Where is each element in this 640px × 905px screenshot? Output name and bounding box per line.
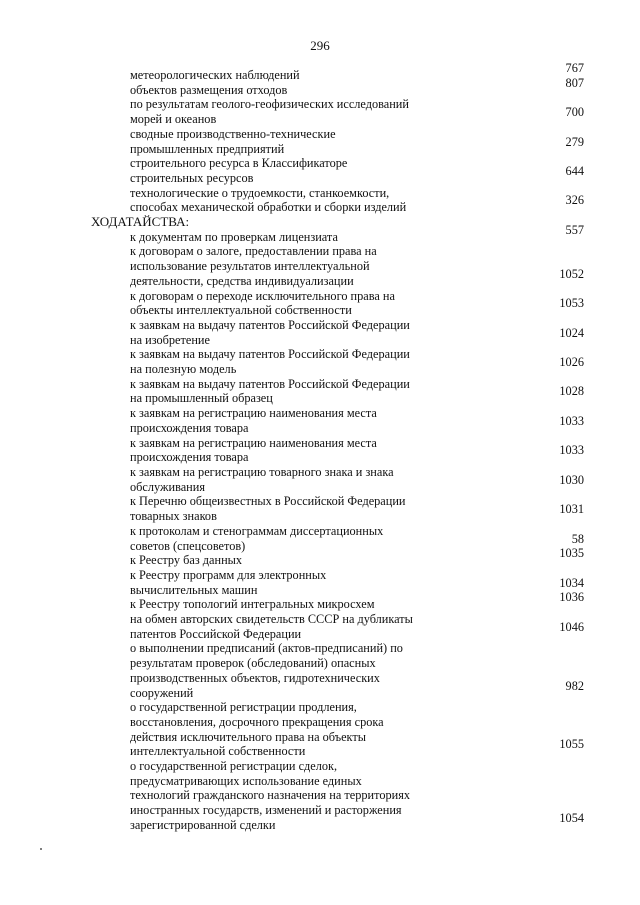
entry-page-number: 1036 <box>559 590 584 605</box>
entry-line: к договорам о залоге, предоставлении права на <box>130 244 377 259</box>
entry-line: к Реестру топологий интегральных микросхем <box>130 597 375 612</box>
entry-line: к договорам о переходе исключительного права на <box>130 288 395 303</box>
entry-line: объекты интеллектуальной собственности <box>130 303 352 318</box>
entry-text <box>130 127 440 156</box>
entry-page-number: 1033 <box>559 443 584 458</box>
entry-text <box>91 215 451 230</box>
entry-line: на изобретение <box>130 332 210 347</box>
entry-line: деятельности, средства индивидуализации <box>130 273 354 288</box>
entry-text <box>130 377 440 406</box>
entry-line: происхождения товара <box>130 420 249 435</box>
entry-text <box>130 597 440 612</box>
entry-line: на промышленный образец <box>130 391 273 406</box>
entry-text <box>130 97 440 126</box>
entry-line: интеллектуальной собственности <box>130 744 306 759</box>
entry-text <box>130 347 440 376</box>
entry-page-number: 1030 <box>559 472 584 487</box>
entry-text <box>130 568 440 597</box>
entry-line: к документам по проверкам лицензиата <box>130 229 338 244</box>
entry-line: использование результатов интеллектуальной <box>130 259 370 274</box>
entry-page-number: 1055 <box>559 737 584 752</box>
entry-text <box>130 186 440 215</box>
entry-page-number: 557 <box>565 222 584 237</box>
entry-line: сводные производственно-технические <box>130 126 336 141</box>
entry-text <box>130 318 440 347</box>
entry-page-number: 1026 <box>559 355 584 370</box>
entry-line: морей и океанов <box>130 112 217 127</box>
index-entry <box>0 186 640 215</box>
entry-line: строительных ресурсов <box>130 170 254 185</box>
entry-text <box>130 83 440 98</box>
entry-line: к заявкам на выдачу патентов Российской Федерации <box>130 347 410 362</box>
entry-page-number: 1035 <box>559 546 584 561</box>
entry-line: на полезную модель <box>130 362 237 377</box>
entry-page-number: 807 <box>565 75 584 90</box>
index-entries <box>0 61 640 833</box>
index-entry <box>0 759 640 833</box>
index-entry <box>0 377 640 406</box>
entry-line: к заявкам на выдачу патентов Российской Федерации <box>130 376 410 391</box>
entry-page-number: 1024 <box>559 325 584 340</box>
entry-text <box>130 641 440 700</box>
entry-text <box>130 524 440 553</box>
entry-page-number: 700 <box>565 105 584 120</box>
entry-line: советов (спецсоветов) <box>130 538 246 553</box>
entry-line: вычислительных машин <box>130 582 258 597</box>
entry-line: к заявкам на регистрацию наименования места <box>130 406 377 421</box>
page-number: 296 <box>310 38 330 53</box>
entry-line: сооружений <box>130 685 194 700</box>
entry-text <box>130 700 440 759</box>
entry-page-number: 58 <box>571 531 584 546</box>
entry-page-number: 1046 <box>559 619 584 634</box>
entry-line: к заявкам на регистрацию наименования места <box>130 435 377 450</box>
entry-line: способах механической обработки и сборки изделий <box>130 200 407 215</box>
entry-line: о выполнении предписаний (актов-предписаний) по <box>130 641 403 656</box>
entry-text <box>130 436 440 465</box>
entry-page-number: 279 <box>565 134 584 149</box>
entry-text <box>130 230 440 245</box>
entry-line: происхождения товара <box>130 450 249 465</box>
entry-line: к Перечню общеизвестных в Российской Федерации <box>130 494 406 509</box>
entry-page-number: 326 <box>565 193 584 208</box>
entry-line: технологий гражданского назначения на территориях <box>130 788 410 803</box>
entry-text <box>130 406 440 435</box>
entry-page-number: 1034 <box>559 575 584 590</box>
index-entry <box>0 436 640 465</box>
entry-line: к протоколам и стенограммам диссертационных <box>130 523 384 538</box>
index-entry <box>0 641 640 700</box>
entry-line: к Реестру баз данных <box>130 553 243 568</box>
entry-line: к Реестру программ для электронных <box>130 567 327 582</box>
index-entry <box>0 546 640 568</box>
index-entry <box>0 318 640 347</box>
entry-page-number: 1033 <box>559 413 584 428</box>
index-entry <box>0 156 640 185</box>
entry-line: зарегистрированной сделки <box>130 817 276 832</box>
index-entry <box>0 700 640 759</box>
entry-line: технологические о трудоемкости, станкоемкости, <box>130 185 390 200</box>
entry-line: результатам проверок (обследований) опасных <box>130 656 376 671</box>
entry-line: о государственной регистрации продления, <box>130 700 357 715</box>
entry-text <box>130 612 440 641</box>
entry-line: иностранных государств, изменений и расторжения <box>130 803 402 818</box>
index-entry <box>0 347 640 376</box>
index-entry <box>0 244 640 288</box>
entry-text <box>130 156 440 185</box>
entry-line: обслуживания <box>130 479 205 494</box>
entry-page-number: 1028 <box>559 384 584 399</box>
entry-line: восстановления, досрочного прекращения срока <box>130 714 384 729</box>
entry-line: предусматривающих использование единых <box>130 773 362 788</box>
entry-text <box>130 553 440 568</box>
entry-line: действия исключительного права на объекты <box>130 729 366 744</box>
entry-line: строительного ресурса в Классификаторе <box>130 156 348 171</box>
entry-line: по результатам геолого-геофизических исследований <box>130 97 409 112</box>
entry-line: объектов размещения отходов <box>130 82 288 97</box>
entry-page-number: 1054 <box>559 810 584 825</box>
entry-page-number: 644 <box>565 163 584 178</box>
entry-text <box>130 759 440 833</box>
index-entry <box>0 97 640 126</box>
index-entry <box>0 494 640 523</box>
entry-page-number: 982 <box>565 678 584 693</box>
entry-line: о государственной регистрации сделок, <box>130 759 338 774</box>
entry-line: к заявкам на регистрацию товарного знака и знака <box>130 464 394 479</box>
entry-line: патентов Российской Федерации <box>130 626 302 641</box>
entry-line: ХОДАТАЙСТВА: <box>91 214 190 230</box>
index-entry <box>0 590 640 612</box>
index-entry <box>0 127 640 156</box>
entry-page-number: 1031 <box>559 502 584 517</box>
entry-text <box>130 494 440 523</box>
entry-text <box>130 68 440 83</box>
entry-text <box>130 465 440 494</box>
index-entry <box>0 612 640 641</box>
entry-page-number: 767 <box>565 61 584 75</box>
entry-page-number: 1053 <box>559 296 584 311</box>
index-entry <box>0 406 640 435</box>
scan-speck <box>40 848 42 850</box>
index-entry <box>0 289 640 318</box>
entry-text <box>130 244 440 288</box>
entry-line: метеорологических наблюдений <box>130 68 300 82</box>
entry-line: производственных объектов, гидротехнических <box>130 670 380 685</box>
entry-line: на обмен авторских свидетельств СССР на дубликаты <box>130 612 413 627</box>
entry-text <box>130 289 440 318</box>
entry-page-number: 1052 <box>559 266 584 281</box>
index-entry <box>0 465 640 494</box>
entry-line: промышленных предприятий <box>130 141 285 156</box>
entry-line: товарных знаков <box>130 509 217 524</box>
entry-line: к заявкам на выдачу патентов Российской Федерации <box>130 317 410 332</box>
